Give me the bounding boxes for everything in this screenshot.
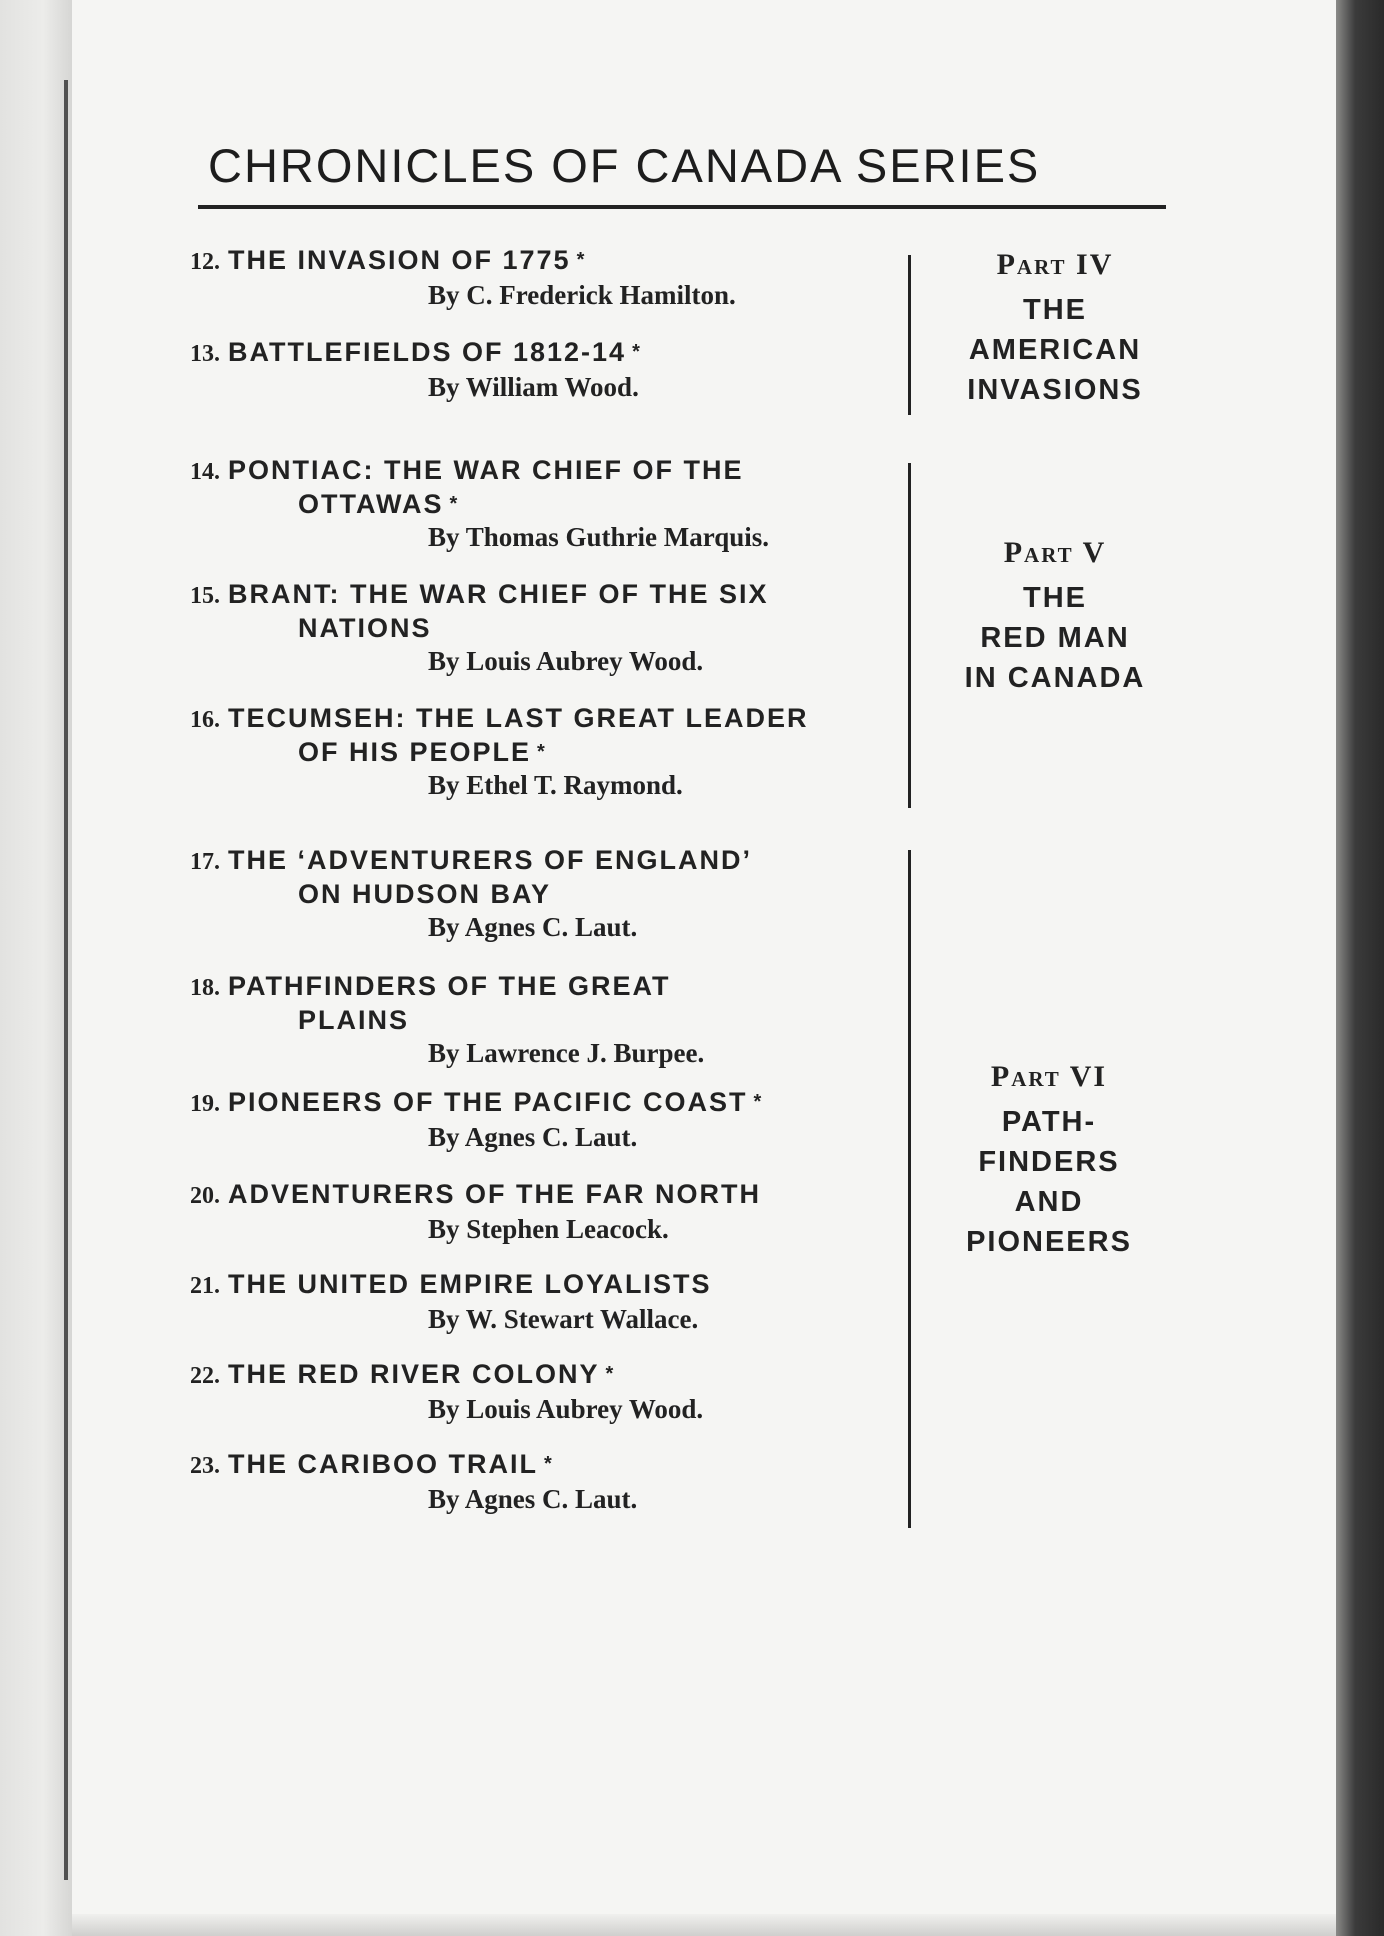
list-item [190,244,880,312]
part-line: IN CANADA [964,662,1146,694]
entry-asterisk: * [576,249,587,271]
entry-title [190,454,880,488]
part-line: PATH- [1001,1106,1097,1138]
entry-asterisk: * [544,1453,554,1475]
entry-author: By Louis Aubrey Wood. [428,646,704,676]
page-title: CHRONICLES OF CANADA SERIES [208,139,1041,192]
entry-asterisk: * [753,1091,764,1113]
entry-author: By Agnes C. Laut. [428,1122,638,1152]
entry-number: 18. [190,975,220,1001]
entry-title [190,1086,880,1120]
entry-author: By C. Frederick Hamilton. [428,280,736,310]
list-item [190,1178,880,1246]
entry-title-text: THE RED RIVER COLONY [228,1359,600,1389]
entry-number: 15. [190,583,220,609]
entry-title [190,1358,880,1392]
list-item [190,702,880,802]
entry-number: 14. [190,459,220,485]
entry-number: 19. [190,1091,220,1117]
page-right-edge [1336,0,1384,1936]
list-item [190,454,880,554]
entry-title-cont [298,1004,880,1036]
part-v-label-block [940,536,1170,698]
entry-number: 12. [190,249,220,275]
page-bottom-edge [72,1914,1336,1936]
entry-author: By Agnes C. Laut. [428,912,638,942]
part-line: INVASIONS [967,374,1143,406]
entry-title [190,244,880,278]
entry-title [190,1448,880,1482]
entry-title-text: BRANT: THE WAR CHIEF OF THE SIX [228,579,769,609]
list-item [190,1448,880,1516]
entry-title-cont-text: PLAINS [298,1005,410,1035]
part-label: Part V [1003,536,1107,569]
part-vi-divider [908,850,911,1528]
entry-title-cont-text: NATIONS [298,613,432,643]
list-item [190,1358,880,1426]
entry-number: 22. [190,1363,220,1389]
entry-number: 20. [190,1183,220,1209]
entry-title-cont-text: OTTAWAS [298,489,444,519]
entry-title-cont [298,736,880,768]
entry-title [190,578,880,612]
part-line: FINDERS [978,1146,1120,1178]
part-iv-label-block [940,248,1170,410]
entry-title-text: PONTIAC: THE WAR CHIEF OF THE [228,455,744,485]
entry-author: By Agnes C. Laut. [428,1484,638,1514]
entry-number: 16. [190,707,220,733]
entry-author: By Louis Aubrey Wood. [428,1394,704,1424]
entry-author: By Thomas Guthrie Marquis. [428,522,770,552]
book-gutter [0,0,72,1936]
entry-author: By Ethel T. Raymond. [428,770,683,800]
entry-title-cont [298,612,880,644]
entry-title-text: ADVENTURERS OF THE FAR NORTH [228,1179,762,1209]
entry-title-cont-text: ON HUDSON BAY [298,879,552,909]
entry-number: 21. [190,1273,220,1299]
entry-author: By Lawrence J. Burpee. [428,1038,705,1068]
part-label: Part IV [996,248,1114,281]
list-item [190,1268,880,1336]
entry-number: 13. [190,341,220,367]
list-item [190,578,880,678]
part-iv-divider [908,255,911,415]
entry-title [190,1268,880,1302]
entry-title [190,1178,880,1212]
entry-title-text: THE CARIBOO TRAIL [228,1449,538,1479]
entry-title-text: THE ‘ADVENTURERS OF ENGLAND’ [228,845,753,875]
entry-title-text: BATTLEFIELDS OF 1812-14 [228,337,627,367]
entry-title-cont-text: OF HIS PEOPLE [298,737,532,767]
entry-title [190,336,880,370]
entry-title-text: THE UNITED EMPIRE LOYALISTS [228,1269,712,1299]
list-item [190,336,880,404]
part-vi-label-block [934,1060,1164,1262]
part-line: THE [1023,294,1087,326]
entry-title-text: PIONEERS OF THE PACIFIC COAST [228,1087,748,1117]
entry-title-text: THE INVASION OF 1775 [228,245,571,275]
entry-author: By Stephen Leacock. [428,1214,669,1244]
part-v-divider [908,463,911,808]
entry-asterisk: * [632,341,642,363]
entry-title [190,970,880,1004]
entry-asterisk: * [605,1363,616,1385]
part-line: AND [1014,1186,1084,1218]
gutter-binding-line [64,80,68,1880]
entry-number: 17. [190,849,220,875]
part-line: PIONEERS [966,1226,1132,1258]
list-item [190,970,880,1070]
list-item [190,1086,880,1154]
entry-number: 23. [190,1453,220,1479]
part-line: RED MAN [980,622,1130,654]
entry-title-text: TECUMSEH: THE LAST GREAT LEADER [228,703,809,733]
entry-title-cont [298,878,880,910]
title-rule [198,205,1166,209]
entry-title-cont [298,488,880,520]
entry-title-text: PATHFINDERS OF THE GREAT [228,971,671,1001]
entry-asterisk: * [537,741,547,763]
entry-author: By William Wood. [428,372,639,402]
part-label: Part VI [990,1060,1108,1093]
entry-title [190,702,880,736]
entry-author: By W. Stewart Wallace. [428,1304,699,1334]
entry-title [190,844,880,878]
entry-asterisk: * [449,493,460,515]
list-item [190,844,880,944]
part-line: THE [1023,582,1087,614]
part-line: AMERICAN [968,334,1142,366]
